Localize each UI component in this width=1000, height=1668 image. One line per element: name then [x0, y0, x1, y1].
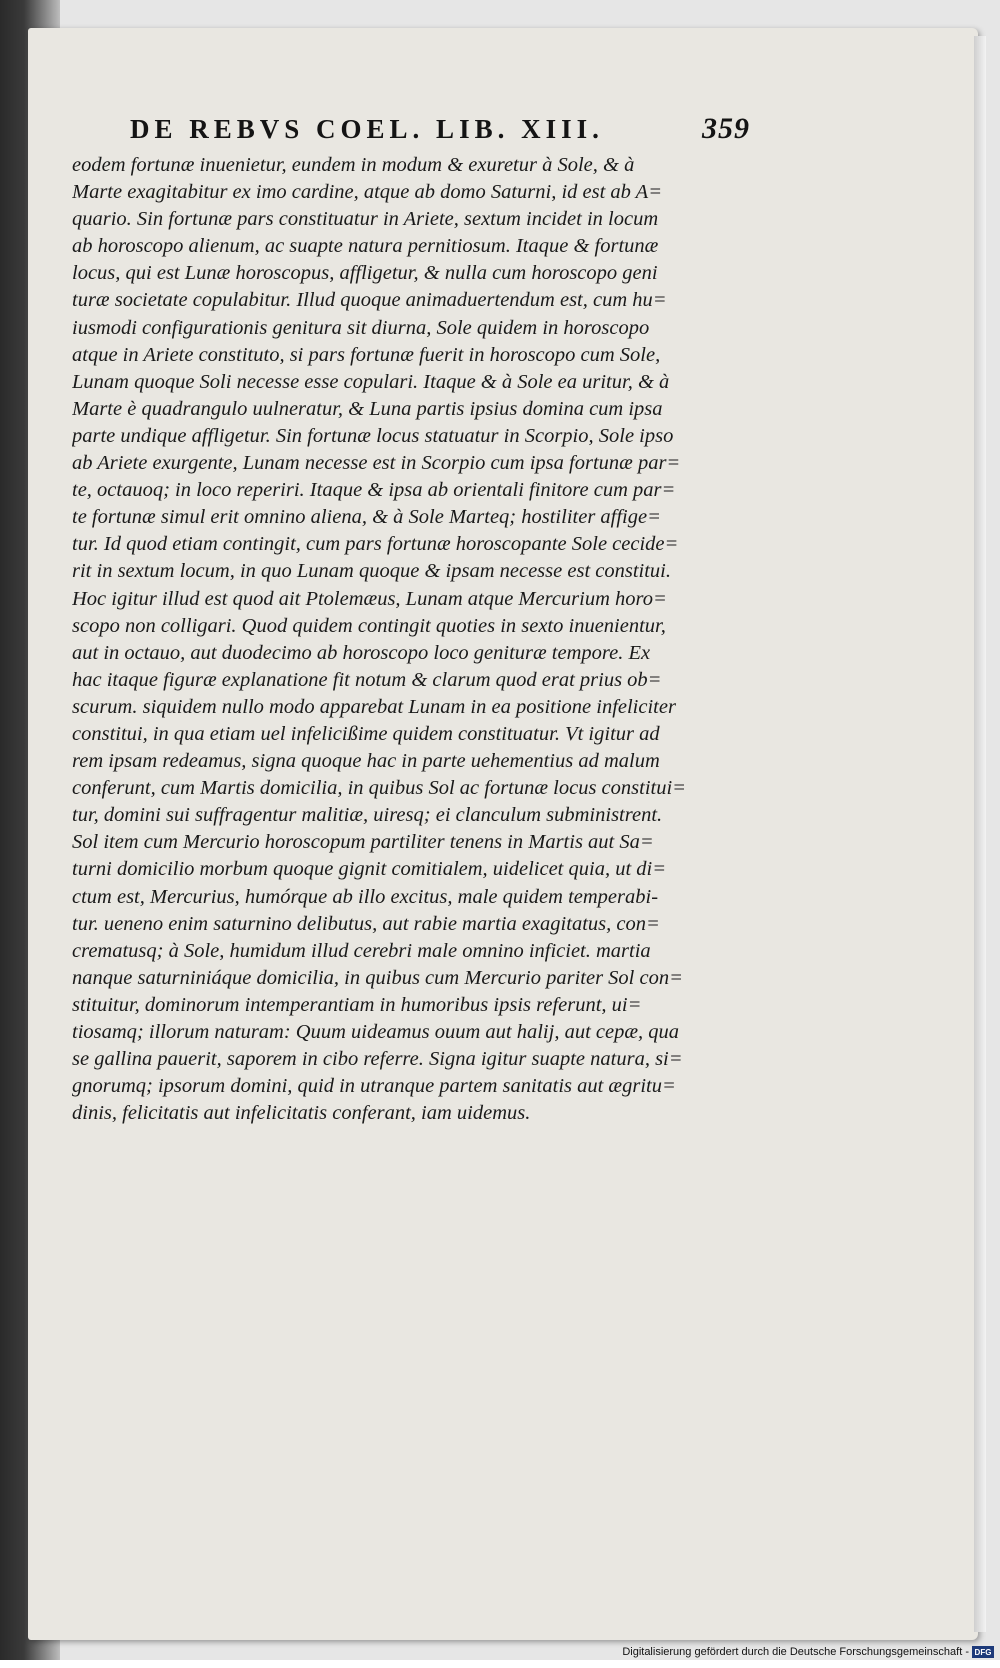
dfg-logo-icon: DFG [972, 1646, 994, 1658]
text-line: stituitur, dominorum intemperantiam in humoribus ipsis referunt, ui= [72, 993, 642, 1016]
text-line: te fortunæ simul erit omnino aliena, & à Sole Marteq; hostiliter affige= [72, 506, 661, 529]
digitization-credit [622, 1646, 994, 1658]
page-number: 359 [702, 112, 750, 145]
text-line: Sol item cum Mercurio horoscopum partiliter tenens in Martis aut Sa= [72, 831, 654, 854]
text-line: Hoc igitur illud est quod ait Ptolemæus, Lunam atque Mercurium horo= [72, 587, 667, 610]
text-line: tiosamq; illorum naturam: Quum uideamus ouum aut halij, aut cepæ, qua [72, 1021, 680, 1043]
text-line: parte undique affligetur. Sin fortunæ locus statuatur in Scorpio, Sole ipso [72, 424, 674, 447]
text-line: turæ societate copulabitur. Illud quoque animaduertendum est, cum hu= [72, 289, 667, 312]
text-line: quario. Sin fortunæ pars constituatur in Ariete, sextum incidet in locum [72, 208, 659, 231]
text-line: tur, domini sui suffragentur malitiæ, uiresq; ei clanculum subministrent. [72, 804, 663, 827]
credit-text: Digitalisierung gefördert durch die Deutsche Forschungsgemeinschaft - [622, 1646, 969, 1658]
text-line: Marte exagitabitur ex imo cardine, atque ab domo Saturni, id est ab A= [72, 181, 663, 204]
text-line: dinis, felicitatis aut infelicitatis conferant, iam uidemus. [72, 1102, 531, 1125]
text-line: Lunam quoque Soli necesse esse copulari. Itaque & à Sole ea uritur, & à [72, 370, 670, 393]
text-line: eodem fortunæ inuenietur, eundem in modum & exuretur à Sole, & à [72, 154, 635, 176]
text-line: conferunt, cum Martis domicilia, in quibus Sol ac fortunæ locus constitui= [72, 777, 686, 800]
text-line: Marte è quadrangulo uulneratur, & Luna partis ipsius domina cum ipsa [72, 397, 663, 420]
running-title: DE REBVS COEL. LIB. XIII. [130, 114, 604, 144]
text-line: hac itaque figuræ explanatione fit notum & clarum quod erat prius ob= [72, 668, 662, 691]
footer-bar [0, 1660, 1000, 1668]
text-line: scurum. siquidem nullo modo apparebat Lunam in ea positione infeliciter [72, 695, 676, 718]
text-line: ab horoscopo alienum, ac suapte natura pernitiosum. Itaque & fortunæ [72, 235, 659, 258]
text-line: tur. Id quod etiam contingit, cum pars fortunæ horoscopante Sole cecide= [72, 533, 679, 556]
text-line: turni domicilio morbum quoque gignit comitialem, uidelicet quia, ut di= [72, 858, 667, 881]
text-line: te, octauoq; in loco reperiri. Itaque & ipsa ab orientali finitore cum par= [72, 479, 676, 502]
text-line: locus, qui est Lunæ horoscopus, affligetur, & nulla cum horoscopo geni [72, 262, 658, 285]
text-line: ctum est, Mercurius, humórque ab illo excitus, male quidem temperabi- [72, 885, 659, 908]
text-line: atque in Ariete constituto, si pars fortunæ fuerit in horoscopo cum Sole, [72, 343, 661, 366]
body-text [72, 152, 732, 1127]
text-line: constitui, in qua etiam uel infelicißime quidem constituatur. Vt igitur ad [72, 722, 660, 745]
text-line: tur. ueneno enim saturnino delibutus, aut rabie martia exagitatus, con= [72, 912, 660, 935]
page-edge [974, 36, 986, 1632]
text-line: ab Ariete exurgente, Lunam necesse est in Scorpio cum ipsa fortunæ par= [72, 452, 681, 475]
text-line: rit in sextum locum, in quo Lunam quoque & ipsam necesse est constitui. [72, 560, 671, 583]
text-line: nanque saturniniáque domicilia, in quibus cum Mercurio pariter Sol con= [72, 966, 683, 989]
text-line: crematusq; à Sole, humidum illud cerebri male omnino inficiet. martia [72, 939, 651, 962]
text-line: se gallina pauerit, saporem in cibo referre. Signa igitur suapte natura, si= [72, 1048, 683, 1071]
text-line: aut in octauo, aut duodecimo ab horoscopo loco genituræ tempore. Ex [72, 641, 651, 664]
text-line: rem ipsam redeamus, signa quoque hac in parte uehementius ad malum [72, 750, 660, 773]
running-head [130, 112, 750, 146]
text-line: scopo non colligari. Quod quidem contingit quoties in sexto inuenientur, [72, 614, 666, 637]
text-line: gnorumq; ipsorum domini, quid in utranque partem sanitatis aut ægritu= [72, 1075, 676, 1098]
text-line: iusmodi configurationis genitura sit diurna, Sole quidem in horoscopo [72, 316, 650, 339]
